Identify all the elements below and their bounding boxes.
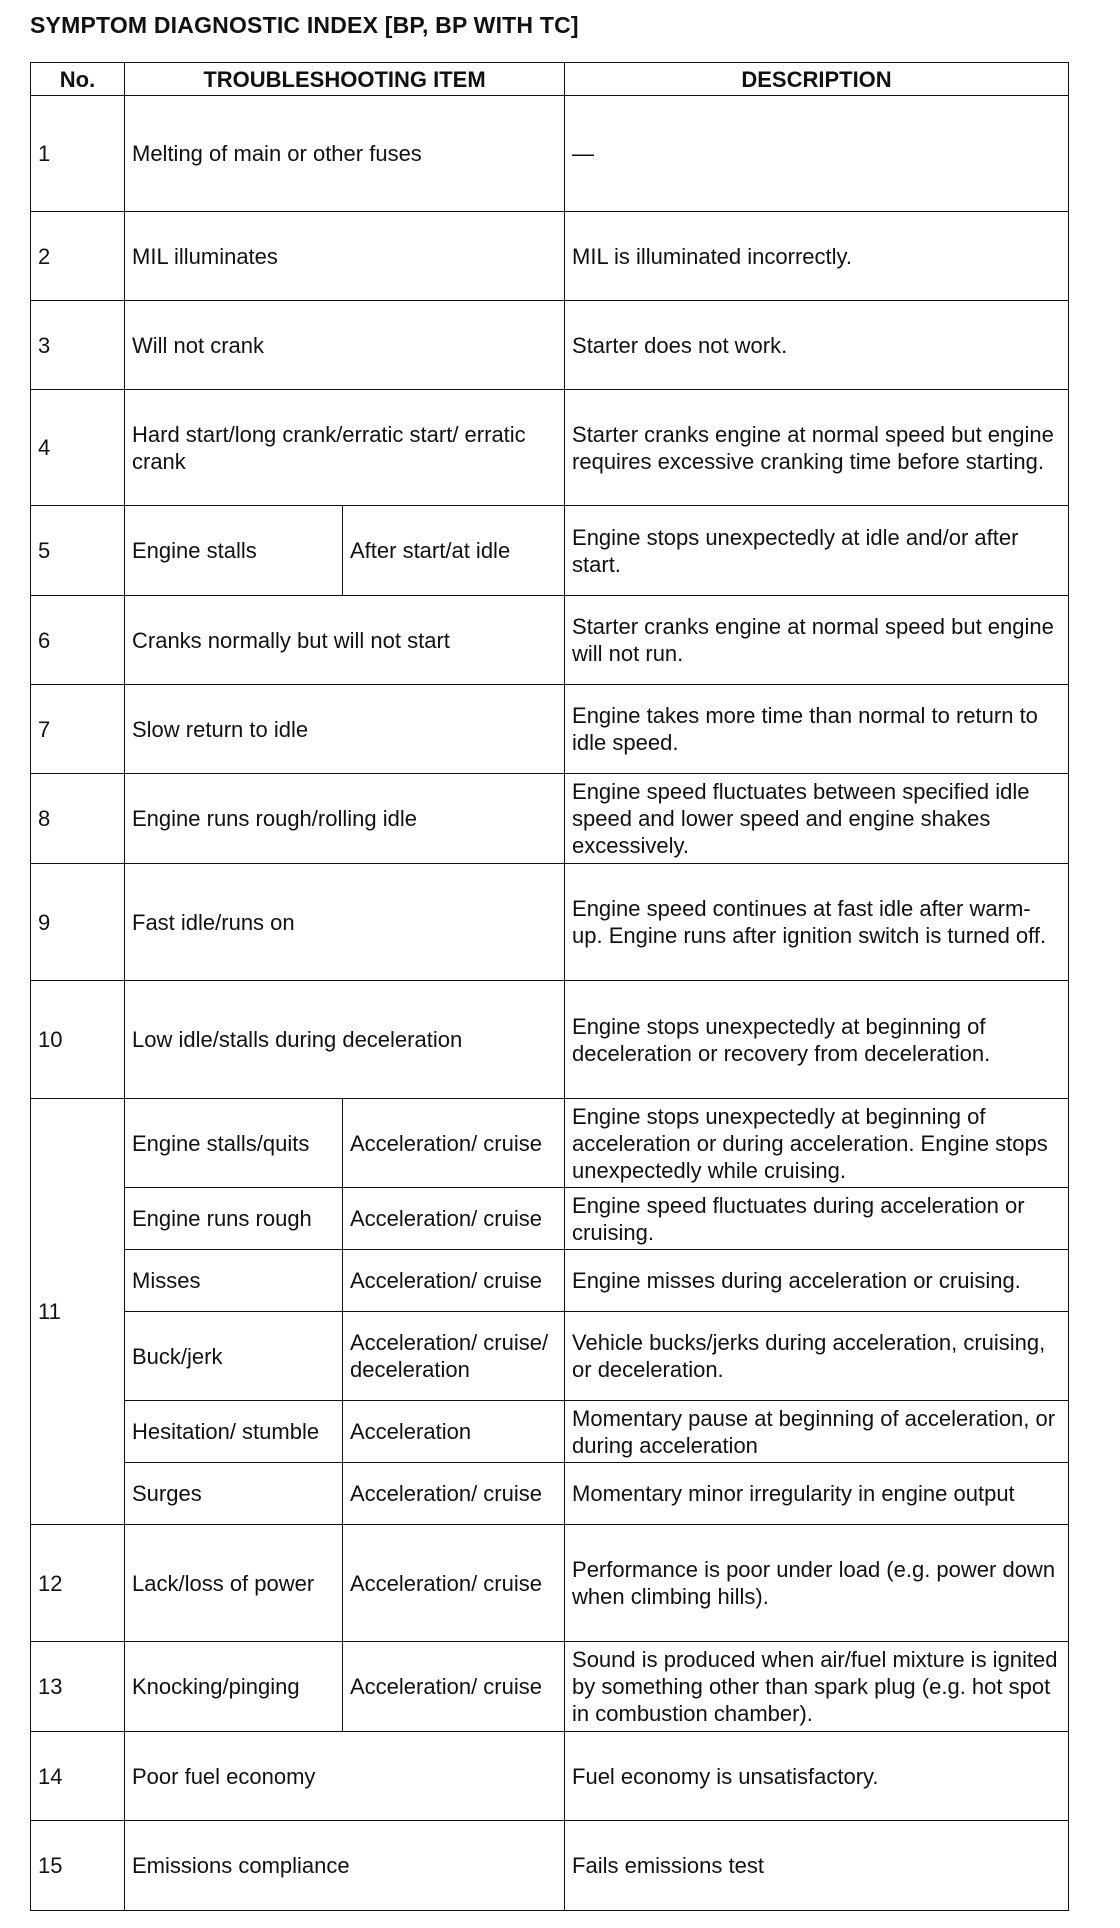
description: MIL is illuminated incorrectly.	[565, 212, 1069, 301]
row-number: 4	[31, 390, 125, 506]
description: Engine speed fluctuates during acceleration or cruising.	[565, 1188, 1069, 1250]
troubleshooting-item: Engine stalls	[125, 506, 343, 596]
troubleshooting-item: MIL illuminates	[125, 212, 565, 301]
condition: After start/at idle	[343, 506, 565, 596]
row-number: 10	[31, 981, 125, 1099]
table-row	[31, 301, 1069, 390]
header-description: DESCRIPTION	[565, 63, 1069, 96]
row-number: 11	[31, 1099, 125, 1525]
condition: Acceleration/ cruise	[343, 1099, 565, 1188]
description: Starter does not work.	[565, 301, 1069, 390]
row-number: 14	[31, 1732, 125, 1821]
table-row	[31, 96, 1069, 212]
table-row	[31, 1732, 1069, 1821]
table-row	[31, 685, 1069, 774]
table-row	[31, 1312, 1069, 1401]
symptom-index-table	[30, 62, 1069, 1911]
table-row	[31, 1525, 1069, 1642]
troubleshooting-item: Hesitation/ stumble	[125, 1401, 343, 1463]
row-number: 2	[31, 212, 125, 301]
row-number: 6	[31, 596, 125, 685]
table-row	[31, 506, 1069, 596]
condition: Acceleration/ cruise	[343, 1463, 565, 1525]
table-row	[31, 981, 1069, 1099]
troubleshooting-item: Buck/jerk	[125, 1312, 343, 1401]
troubleshooting-item: Cranks normally but will not start	[125, 596, 565, 685]
table-row	[31, 774, 1069, 864]
troubleshooting-item: Knocking/pinging	[125, 1642, 343, 1732]
description: Engine speed continues at fast idle after warm-up. Engine runs after ignition switch is turned off.	[565, 864, 1069, 981]
description: —	[565, 96, 1069, 212]
row-number: 1	[31, 96, 125, 212]
condition: Acceleration/ cruise/ deceleration	[343, 1312, 565, 1401]
condition: Acceleration/ cruise	[343, 1525, 565, 1642]
troubleshooting-item: Melting of main or other fuses	[125, 96, 565, 212]
page-title: SYMPTOM DIAGNOSTIC INDEX [BP, BP WITH TC]	[30, 12, 579, 38]
description: Engine stops unexpectedly at beginning of deceleration or recovery from deceleration.	[565, 981, 1069, 1099]
description: Momentary pause at beginning of acceleration, or during acceleration	[565, 1401, 1069, 1463]
header-troubleshooting-item: TROUBLESHOOTING ITEM	[125, 63, 565, 96]
table-row	[31, 1463, 1069, 1525]
description: Engine speed fluctuates between specified idle speed and lower speed and engine shakes excessively.	[565, 774, 1069, 864]
description: Starter cranks engine at normal speed but engine requires excessive cranking time before starting.	[565, 390, 1069, 506]
row-number: 12	[31, 1525, 125, 1642]
table-row	[31, 1250, 1069, 1312]
row-number: 13	[31, 1642, 125, 1732]
troubleshooting-item: Low idle/stalls during deceleration	[125, 981, 565, 1099]
troubleshooting-item: Hard start/long crank/erratic start/ erratic crank	[125, 390, 565, 506]
table-row	[31, 596, 1069, 685]
row-number: 9	[31, 864, 125, 981]
row-number: 7	[31, 685, 125, 774]
troubleshooting-item: Slow return to idle	[125, 685, 565, 774]
table-row	[31, 1642, 1069, 1732]
description: Engine takes more time than normal to return to idle speed.	[565, 685, 1069, 774]
table-row	[31, 1401, 1069, 1463]
description: Vehicle bucks/jerks during acceleration, cruising, or deceleration.	[565, 1312, 1069, 1401]
table-row	[31, 1188, 1069, 1250]
description: Momentary minor irregularity in engine output	[565, 1463, 1069, 1525]
table-header-row	[31, 63, 1069, 96]
table-row	[31, 1099, 1069, 1188]
description: Performance is poor under load (e.g. power down when climbing hills).	[565, 1525, 1069, 1642]
troubleshooting-item: Engine runs rough/rolling idle	[125, 774, 565, 864]
description: Engine misses during acceleration or cruising.	[565, 1250, 1069, 1312]
troubleshooting-item: Surges	[125, 1463, 343, 1525]
table-row	[31, 390, 1069, 506]
condition: Acceleration	[343, 1401, 565, 1463]
row-number: 8	[31, 774, 125, 864]
row-number: 3	[31, 301, 125, 390]
description: Engine stops unexpectedly at idle and/or after start.	[565, 506, 1069, 596]
troubleshooting-item: Engine stalls/quits	[125, 1099, 343, 1188]
description: Fuel economy is unsatisfactory.	[565, 1732, 1069, 1821]
table-row	[31, 864, 1069, 981]
description: Engine stops unexpectedly at beginning of acceleration or during acceleration. Engine stops unexpectedly while cruising.	[565, 1099, 1069, 1188]
row-number: 15	[31, 1821, 125, 1911]
troubleshooting-item: Engine runs rough	[125, 1188, 343, 1250]
description: Starter cranks engine at normal speed but engine will not run.	[565, 596, 1069, 685]
condition: Acceleration/ cruise	[343, 1250, 565, 1312]
header-no: No.	[31, 63, 125, 96]
table-row	[31, 212, 1069, 301]
troubleshooting-item: Emissions compliance	[125, 1821, 565, 1911]
troubleshooting-item: Lack/loss of power	[125, 1525, 343, 1642]
row-number: 5	[31, 506, 125, 596]
condition: Acceleration/ cruise	[343, 1188, 565, 1250]
condition: Acceleration/ cruise	[343, 1642, 565, 1732]
description: Fails emissions test	[565, 1821, 1069, 1911]
table-row	[31, 1821, 1069, 1911]
troubleshooting-item: Will not crank	[125, 301, 565, 390]
description: Sound is produced when air/fuel mixture is ignited by something other than spark plug (e.g. hot spot in combustion chamber).	[565, 1642, 1069, 1732]
troubleshooting-item: Poor fuel economy	[125, 1732, 565, 1821]
troubleshooting-item: Fast idle/runs on	[125, 864, 565, 981]
troubleshooting-item: Misses	[125, 1250, 343, 1312]
